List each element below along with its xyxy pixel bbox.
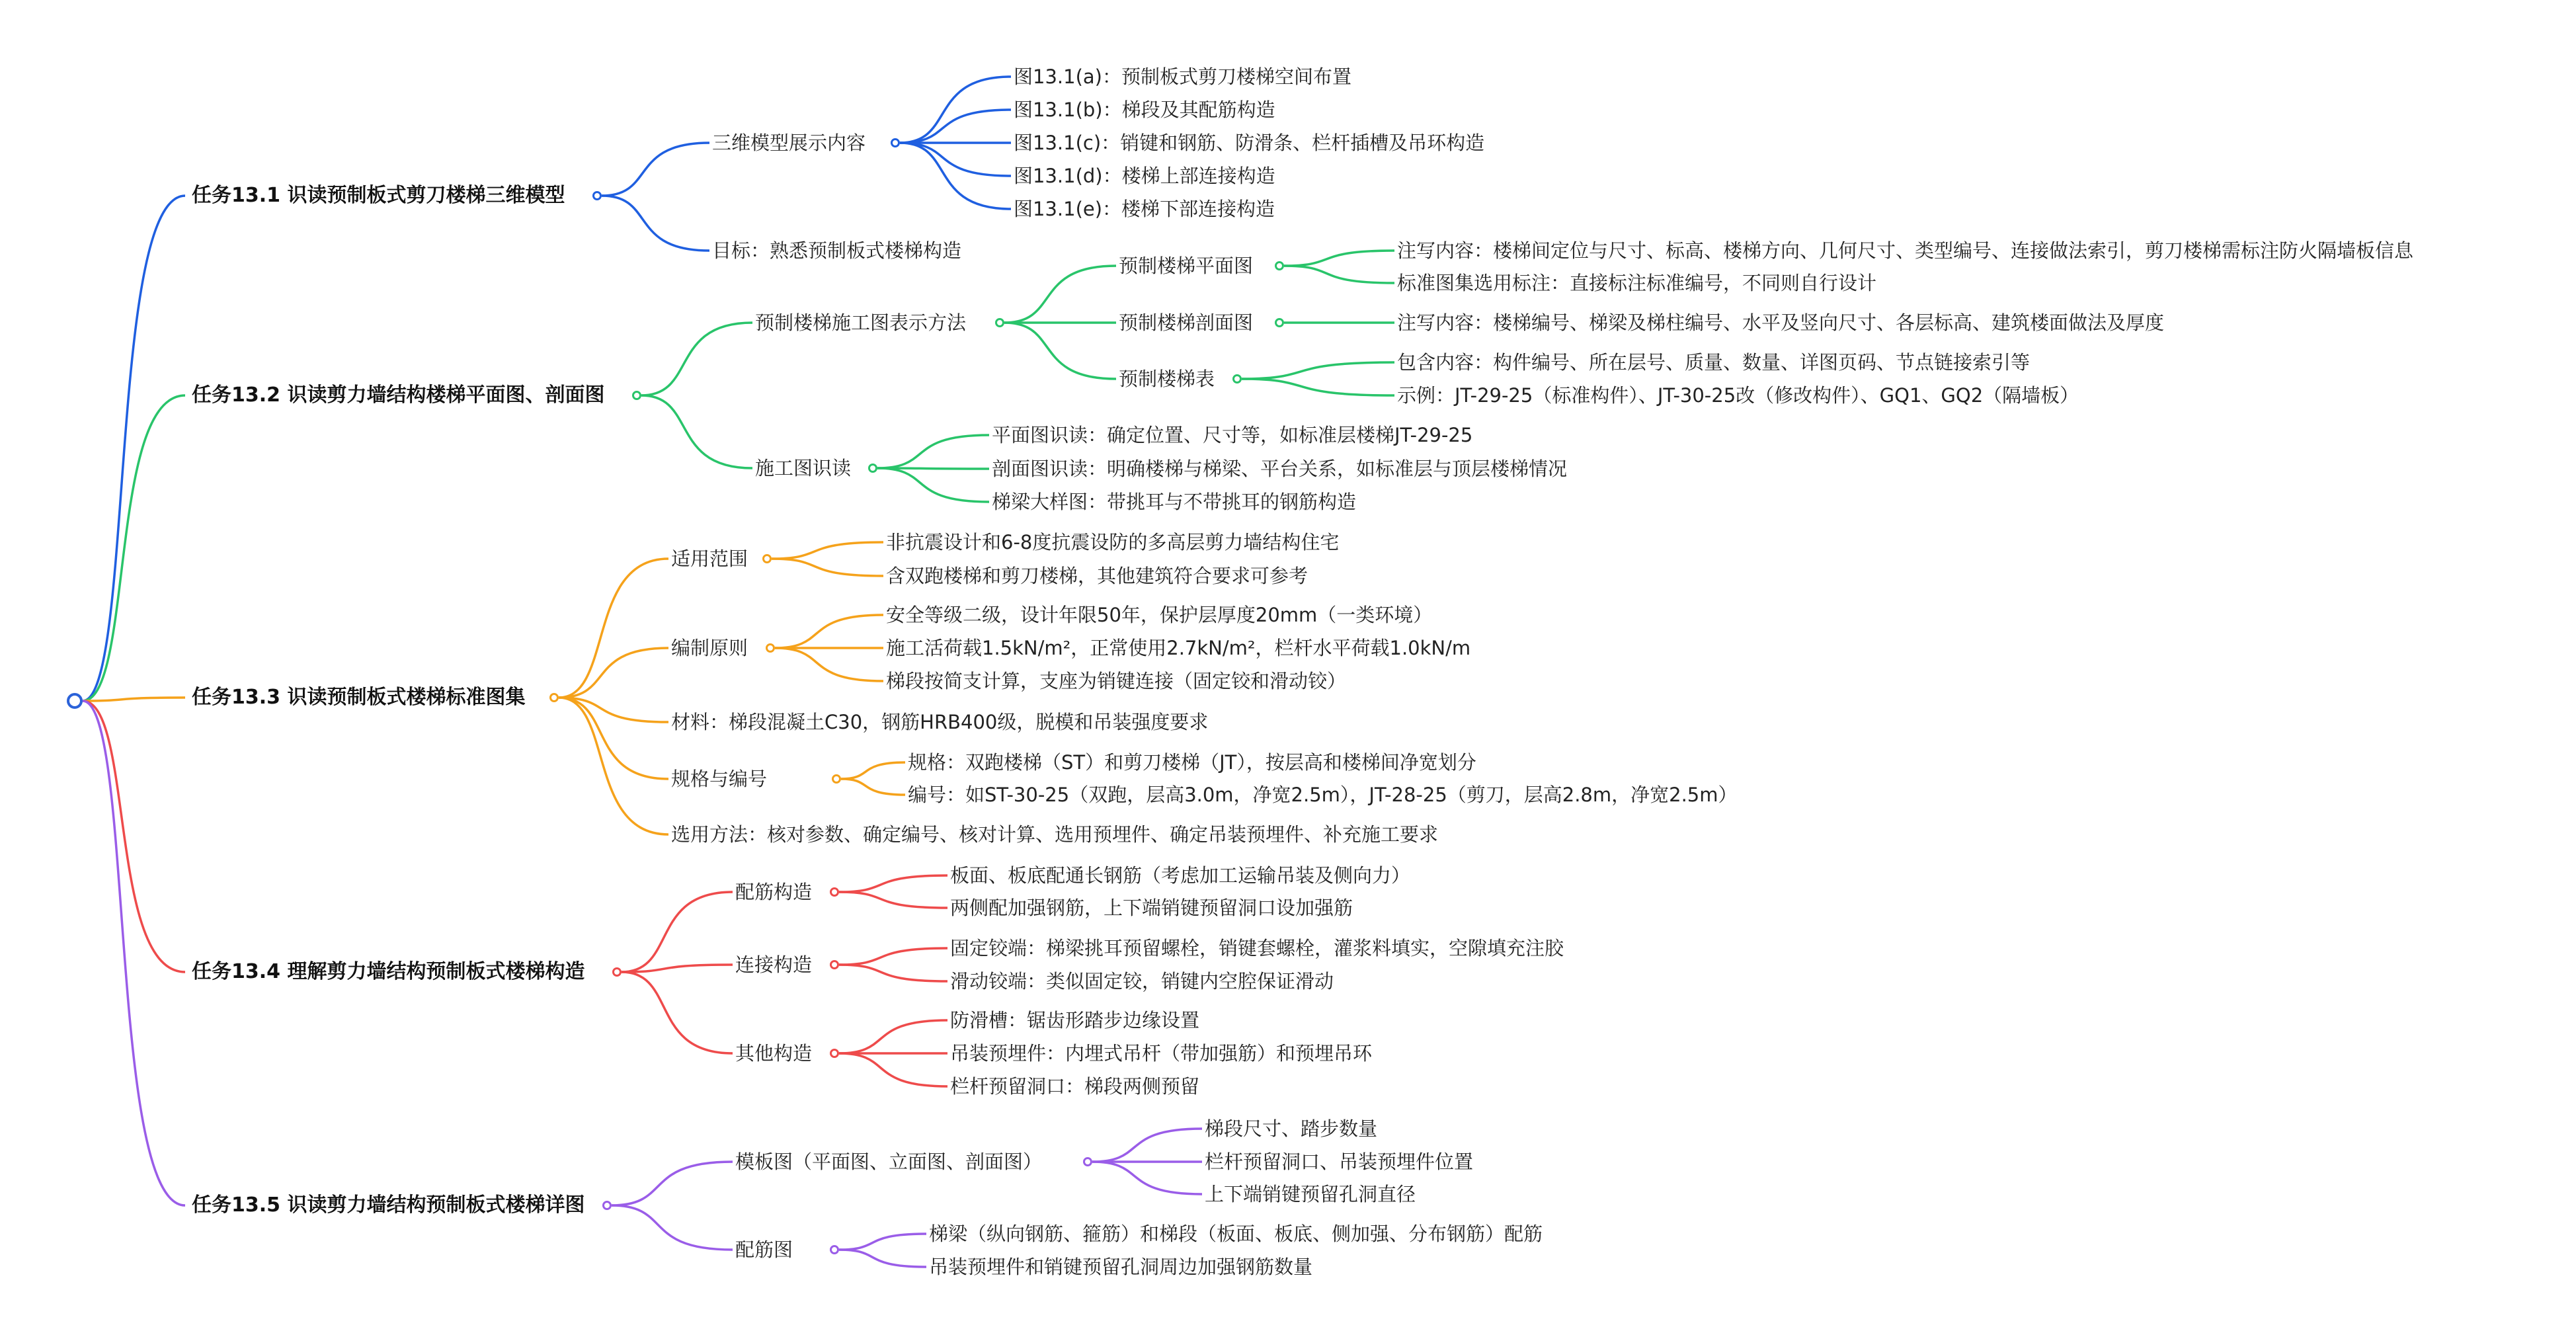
subtopic-node[interactable]: 规格与编号	[671, 768, 768, 790]
branch-link	[1092, 1129, 1202, 1162]
branch-link	[612, 1162, 733, 1205]
branch-link	[83, 701, 185, 1205]
branch-link	[900, 110, 1011, 143]
branch-link	[839, 1020, 947, 1053]
branch-link	[900, 143, 1011, 176]
branch-link	[775, 615, 883, 648]
subtopic-node[interactable]: 上下端销键预留孔洞直径	[1205, 1183, 1416, 1205]
branch-link	[877, 435, 989, 468]
branch-link	[83, 395, 185, 701]
subtopic-node[interactable]: 平面图识读：确定位置、尺寸等，如标准层楼梯JT-29-25	[992, 424, 1473, 446]
subtopic-node[interactable]: 预制楼梯剖面图	[1119, 311, 1254, 334]
branch-link	[841, 762, 905, 779]
branch-link	[641, 323, 752, 395]
collapse-toggle-icon[interactable]	[830, 1245, 839, 1254]
branch-link	[1284, 251, 1394, 266]
subtopic-node[interactable]: 梯梁（纵向钢筋、箍筋）和梯段（板面、板底、侧加强、分布钢筋）配筋	[929, 1223, 1543, 1245]
branch-link	[83, 701, 185, 972]
topic-node[interactable]: 任务13.1 识读预制板式剪刀楼梯三维模型	[192, 184, 565, 207]
collapse-toggle-icon[interactable]	[1275, 261, 1284, 270]
branch-link	[602, 143, 709, 196]
collapse-toggle-icon[interactable]	[830, 960, 839, 969]
collapse-toggle-icon[interactable]	[830, 887, 839, 897]
collapse-toggle-icon[interactable]	[766, 643, 775, 653]
branch-link	[641, 395, 752, 468]
subtopic-node[interactable]: 规格：双跑楼梯（ST）和剪刀楼梯（JT），按层高和楼梯间净宽划分	[908, 751, 1476, 774]
topic-node[interactable]: 任务13.3 识读预制板式楼梯标准图集	[192, 686, 526, 709]
subtopic-node[interactable]: 连接构造	[735, 953, 813, 976]
collapse-toggle-icon[interactable]	[549, 693, 559, 702]
subtopic-node[interactable]: 梯梁大样图：带挑耳与不带挑耳的钢筋构造	[992, 491, 1357, 513]
branch-link	[622, 972, 733, 1053]
subtopic-node[interactable]: 施工活荷载1.5kN/m²，正常使用2.7kN/m²，栏杆水平荷载1.0kN/m	[886, 637, 1471, 659]
collapse-toggle-icon[interactable]	[632, 391, 641, 400]
branch-link	[83, 196, 185, 701]
collapse-toggle-icon[interactable]	[891, 138, 900, 147]
branch-link	[839, 875, 947, 892]
branch-link	[559, 698, 668, 834]
subtopic-node[interactable]: 含双跑楼梯和剪刀楼梯，其他建筑符合要求可参考	[886, 565, 1308, 587]
branch-link	[1242, 362, 1394, 379]
subtopic-node[interactable]: 标准图集选用标注：直接标注标准编号，不同则自行设计	[1397, 272, 1877, 294]
subtopic-node[interactable]: 吊装预埋件和销键预留孔洞周边加强钢筋数量	[929, 1256, 1313, 1278]
subtopic-node[interactable]: 图13.1(d)：楼梯上部连接构造	[1014, 165, 1275, 187]
subtopic-node[interactable]: 施工图识读	[755, 457, 852, 479]
subtopic-node[interactable]: 预制楼梯表	[1119, 368, 1215, 390]
branch-link	[559, 559, 668, 698]
branch-link	[559, 698, 668, 779]
collapse-toggle-icon[interactable]	[612, 967, 622, 977]
subtopic-node[interactable]: 防滑槽：锯齿形踏步边缘设置	[950, 1009, 1200, 1032]
subtopic-node[interactable]: 两侧配加强钢筋，上下端销键预留洞口设加强筋	[950, 897, 1353, 919]
collapse-toggle-icon[interactable]	[995, 318, 1004, 327]
branch-link	[1284, 266, 1394, 283]
branch-link	[772, 542, 883, 559]
root-node-icon[interactable]	[67, 693, 83, 709]
subtopic-node[interactable]: 安全等级二级，设计年限50年，保护层厚度20mm（一类环境）	[886, 604, 1433, 626]
branch-link	[839, 965, 947, 981]
subtopic-node[interactable]: 吊装预埋件：内埋式吊杆（带加强筋）和预埋吊环	[950, 1042, 1373, 1065]
subtopic-node[interactable]: 模板图（平面图、立面图、剖面图）	[735, 1151, 1043, 1173]
subtopic-node[interactable]: 适用范围	[671, 547, 748, 570]
branch-link	[1092, 1162, 1202, 1194]
subtopic-node[interactable]: 其他构造	[735, 1042, 813, 1065]
subtopic-node[interactable]: 预制楼梯施工图表示方法	[755, 311, 967, 334]
branch-link	[839, 892, 947, 908]
branch-link	[622, 892, 733, 972]
branch-link	[877, 468, 989, 502]
branch-link	[839, 948, 947, 965]
subtopic-node[interactable]: 图13.1(b)：梯段及其配筋构造	[1014, 99, 1275, 121]
subtopic-node[interactable]: 三维模型展示内容	[712, 132, 866, 154]
subtopic-node[interactable]: 栏杆预留洞口：梯段两侧预留	[950, 1075, 1200, 1098]
collapse-toggle-icon[interactable]	[762, 554, 772, 563]
branch-link	[839, 1053, 947, 1086]
branch-link	[602, 196, 709, 251]
collapse-toggle-icon[interactable]	[602, 1201, 612, 1210]
subtopic-node[interactable]: 选用方法：核对参数、确定编号、核对计算、选用预埋件、确定吊装预埋件、补充施工要求	[671, 823, 1439, 846]
subtopic-node[interactable]: 编制原则	[671, 637, 748, 659]
subtopic-node[interactable]: 剖面图识读：明确楼梯与梯梁、平台关系，如标准层与顶层楼梯情况	[992, 458, 1568, 480]
topic-node[interactable]: 任务13.4 理解剪力墙结构预制板式楼梯构造	[192, 960, 585, 983]
subtopic-node[interactable]: 配筋图	[735, 1238, 793, 1261]
collapse-toggle-icon[interactable]	[868, 464, 877, 473]
subtopic-node[interactable]: 注写内容：楼梯编号、梯梁及梯柱编号、水平及竖向尺寸、各层标高、建筑楼面做法及厚度	[1397, 311, 2165, 334]
collapse-toggle-icon[interactable]	[1083, 1157, 1092, 1166]
branch-link	[1004, 266, 1116, 323]
subtopic-node[interactable]: 注写内容：楼梯间定位与尺寸、标高、楼梯方向、几何尺寸、类型编号、连接做法索引，剪刀楼梯需标注防火隔墙板信息	[1397, 239, 2414, 262]
branch-link	[841, 779, 905, 795]
subtopic-node[interactable]: 目标：熟悉预制板式楼梯构造	[712, 239, 962, 262]
collapse-toggle-icon[interactable]	[830, 1049, 839, 1058]
branch-link	[83, 698, 185, 701]
collapse-toggle-icon[interactable]	[1275, 318, 1284, 327]
branch-link	[1242, 379, 1394, 395]
branch-link	[839, 1234, 926, 1250]
branch-link	[839, 1250, 926, 1267]
subtopic-node[interactable]: 预制楼梯平面图	[1119, 255, 1254, 277]
subtopic-node[interactable]: 编号：如ST-30-25（双跑，层高3.0m，净宽2.5m），JT-28-25（剪刀，层高2.8m，净宽2.5m）	[908, 784, 1738, 806]
subtopic-node[interactable]: 图13.1(a)：预制板式剪刀楼梯空间布置	[1014, 65, 1351, 88]
branch-link	[559, 648, 668, 698]
subtopic-node[interactable]: 板面、板底配通长钢筋（考虑加工运输吊装及侧向力）	[950, 864, 1411, 887]
branch-link	[612, 1205, 733, 1250]
branch-link	[772, 559, 883, 576]
subtopic-node[interactable]: 图13.1(e)：楼梯下部连接构造	[1014, 198, 1275, 220]
collapse-toggle-icon[interactable]	[832, 774, 841, 784]
subtopic-node[interactable]: 配筋构造	[735, 881, 813, 903]
subtopic-node[interactable]: 滑动铰端：类似固定铰，销键内空腔保证滑动	[950, 970, 1334, 992]
collapse-toggle-icon[interactable]	[592, 191, 602, 200]
subtopic-node[interactable]: 图13.1(c)：销键和钢筋、防滑条、栏杆插槽及吊环构造	[1014, 132, 1485, 154]
branch-link	[775, 648, 883, 681]
branch-link	[1004, 323, 1116, 379]
subtopic-node[interactable]: 栏杆预留洞口、吊装预埋件位置	[1205, 1151, 1474, 1173]
subtopic-node[interactable]: 梯段按简支计算，支座为销键连接（固定铰和滑动铰）	[886, 670, 1347, 692]
subtopic-node[interactable]: 材料：梯段混凝土C30，钢筋HRB400级，脱模和吊装强度要求	[671, 711, 1209, 733]
topic-node[interactable]: 任务13.5 识读剪力墙结构预制板式楼梯详图	[192, 1193, 585, 1217]
subtopic-node[interactable]: 包含内容：构件编号、所在层号、质量、数量、详图页码、节点链接索引等	[1397, 351, 2031, 374]
subtopic-node[interactable]: 非抗震设计和6-8度抗震设防的多高层剪力墙结构住宅	[886, 531, 1340, 553]
subtopic-node[interactable]: 固定铰端：梯梁挑耳预留螺栓，销键套螺栓，灌浆料填实，空隙填充注胶	[950, 937, 1564, 959]
topic-node[interactable]: 任务13.2 识读剪力墙结构楼梯平面图、剖面图	[192, 384, 605, 407]
subtopic-node[interactable]: 梯段尺寸、踏步数量	[1205, 1117, 1378, 1140]
subtopic-node[interactable]: 示例：JT-29-25（标准构件）、JT-30-25改（修改构件）、GQ1、GQ2（隔墙板）	[1397, 384, 2079, 407]
collapse-toggle-icon[interactable]	[1232, 374, 1242, 384]
